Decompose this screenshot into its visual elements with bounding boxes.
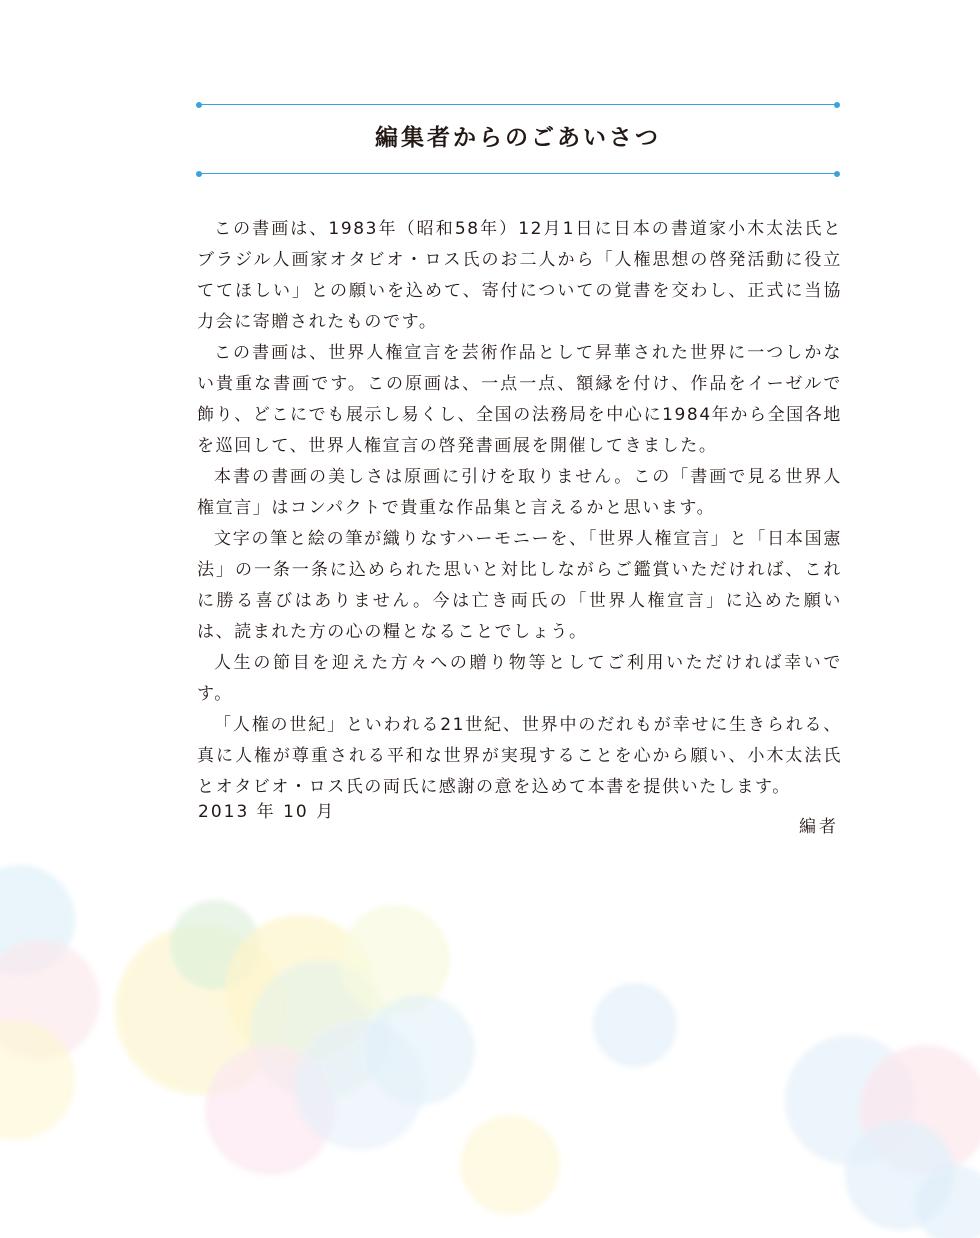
paragraph-3: 本書の書画の美しさは原画に引けを取りません。この「書画で見る世界人権宣言」はコンパクトで貴重な作品集と言えるかと思います。	[197, 467, 842, 518]
date: 2013 年 10 月	[198, 802, 336, 822]
signature: 編者	[799, 817, 839, 837]
paragraph-6: 「人権の世紀」といわれる21世紀、世界中のだれもが幸せに生きられる、真に人権が尊重される平和な世界が実現することを心から願い、小木太法氏とオタビオ・ロス氏の両氏に感謝の意を込めて本書を提供いたします。	[197, 715, 842, 797]
title-rule-top	[199, 104, 837, 105]
paragraph-4: 文字の筆と絵の筆が織りなすハーモニーを、「世界人権宣言」と「日本国憲法」の一条一条に込められた思いと対比しながらご鑑賞いただければ、これに勝る喜びはありません。今は亡き両氏の「世界人権宣言」に込めた願いは、読まれた方の心の糧となることでしょう。	[197, 529, 842, 642]
paragraph-5: 人生の節目を迎えた方々への贈り物等としてご利用いただければ幸いです。	[197, 653, 842, 704]
page-title: 編集者からのごあいさつ	[375, 125, 661, 151]
body-text	[197, 214, 842, 803]
paragraph-1: この書画は、1983年（昭和58年）12月1日に日本の書道家小木太法氏とブラジル人画家オタビオ・ロス氏のお二人から「人権思想の啓発活動に役立ててほしい」との願いを込めて、寄付についての覚書を交わし、正式に当協力会に寄贈されたものです。	[197, 219, 842, 332]
title-rule-bottom	[199, 173, 837, 174]
paragraph-2: この書画は、世界人権宣言を芸術作品として昇華された世界に一つしかない貴重な書画です。この原画は、一点一点、額縁を付け、作品をイーゼルで飾り、どこにでも展示し易くし、全国の法務局を中心に1984年から全国各地を巡回して、世界人権宣言の啓発書画展を開催してきました。	[197, 343, 842, 456]
